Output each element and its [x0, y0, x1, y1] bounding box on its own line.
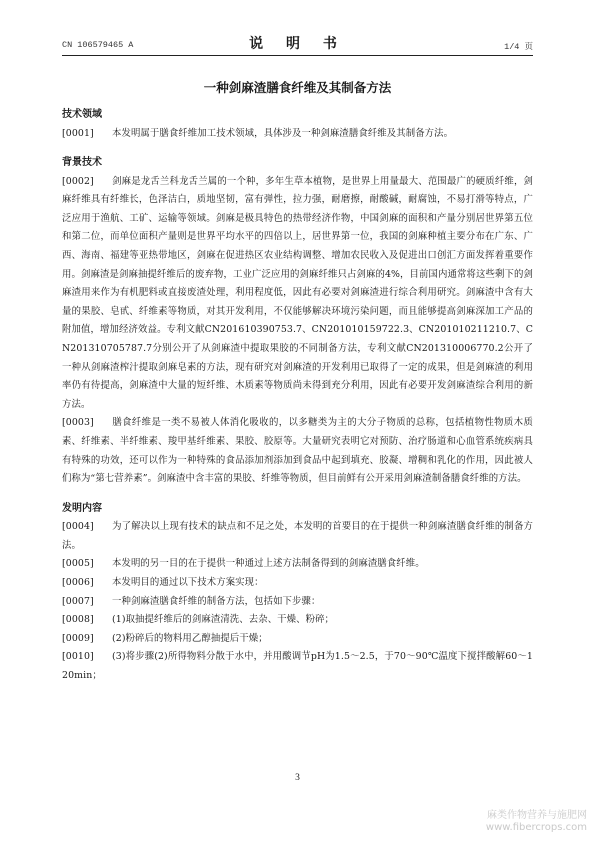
paragraph-text: 一种剑麻渣膳食纤维的制备方法，包括如下步骤：	[112, 595, 321, 607]
paragraph-number: [0005]	[62, 558, 94, 570]
paragraph-number: [0003]	[62, 417, 94, 429]
publication-number: CN 106579465 A	[62, 40, 134, 50]
paragraph-number: [0004]	[62, 521, 94, 533]
page-number: 3	[295, 773, 300, 783]
section-gap	[62, 143, 533, 154]
paragraph-text: (3)将步骤(2)所得物料分散于水中，并用酸调节pH为1.5～2.5，于70～90℃温度下搅拌酸解60～120min；	[62, 651, 533, 681]
paragraph	[62, 648, 533, 685]
paragraph-text: 本发明目的通过以下技术方案实现：	[112, 576, 264, 588]
paragraph-text: 本发明的另一目的在于提供一种通过上述方法制备得到的剑麻渣膳食纤维。	[112, 558, 425, 570]
paragraph	[62, 574, 533, 593]
invention-title: 一种剑麻渣膳食纤维及其制备方法	[203, 80, 392, 95]
paragraph-text: 本发明属于膳食纤维加工技术领域，具体涉及一种剑麻渣膳食纤维及其制备方法。	[112, 127, 454, 139]
paragraph-number: [0008]	[62, 614, 94, 626]
header-divider	[62, 55, 533, 56]
paragraph	[62, 125, 533, 144]
section-gap	[62, 489, 533, 500]
paragraph-number: [0007]	[62, 595, 94, 607]
paragraph	[62, 414, 533, 488]
section-heading-invention: 发明内容	[62, 502, 102, 514]
paragraph-text: 膳食纤维是一类不易被人体消化吸收的，以多糖类为主的大分子物质的总称，包括植物性物质木质素、纤维素、半纤维素、羧甲基纤维素、果胶、胶原等。大量研究表明它对预防、治疗肠道和心血管系统疾病具有特殊的功效，还可以作为一种特殊的食品添加剂添加到食品中起到填充、胶凝、增稠和乳化的作用，因此被人们称为“第七营养素”。剑麻渣中含丰富的果胶、纤维等物质，但目前鲜有公开采用剑麻渣制备膳食纤维的方法。	[62, 417, 533, 485]
paragraph	[62, 593, 533, 612]
watermark-url: www.fibercrops.com	[485, 822, 587, 833]
paragraph	[62, 173, 533, 415]
document-body	[62, 106, 533, 686]
paragraph	[62, 611, 533, 630]
paragraph-text: 剑麻是龙舌兰科龙舌兰属的一个种，多年生草本植物，是世界上用量最大、范围最广的硬质纤维，剑麻纤维具有纤维长，色泽洁白，质地坚韧，富有弹性，拉力强，耐磨擦，耐酸碱，耐腐蚀，不易打滑等特点，广泛应用于渔航、工矿、运输等领域。剑麻是极具特色的热带经济作物，中国剑麻的面积和产量分别居世界第五位和第二位，而单位面积产量则是世界平均水平的四倍以上，居世界第一位，我国的剑麻种植主要分布在广东、广西、海南、福建等亚热带地区，剑麻在促进热区农业结构调整、增加农民收入及促进出口创汇方面发挥着重要作用。剑麻渣是剑麻抽提纤维后的废弃物，工业广泛应用的剑麻纤维只占剑麻的4%，目前国内通常将这些剩下的剑麻渣用来作为有机肥料或直接废渣处理，利用程度低，因此有必要对剑麻渣进行综合利用研究。剑麻渣中含有大量的果胶、皂甙、纤维素等物质，对其开发利用，不仅能够解决环境污染问题，而且能够提高剑麻深加工产品的附加值，增加经济效益。专利文献CN201610390753.7、CN201010159722.3、CN201010211210.7、CN201310705787.7分别公开了从剑麻渣中提取果胶的不同制备方法，专利文献CN201310006770.2公开了一种从剑麻渣榨汁提取剑麻皂素的方法，现有研究对剑麻渣的开发利用已取得了一定的成果，但是剑麻渣的利用率仍有待提高，剑麻渣中大量的短纤维、木质素等物质尚未得到充分利用，因此有必要开发剑麻渣综合利用的新方法。	[62, 175, 533, 410]
section-heading-background: 背景技术	[62, 157, 102, 169]
paragraph-text: (1)取抽提纤维后的剑麻渣清洗、去杂、干燥、粉碎；	[112, 614, 335, 626]
document-type-title: 说 明 书	[249, 36, 346, 52]
paragraph-text: (2)粉碎后的物料用乙醇抽提后干燥；	[112, 632, 268, 644]
page-indicator: 1/4 页	[504, 42, 533, 52]
paragraph-number: [0001]	[62, 127, 94, 139]
paragraph-number: [0009]	[62, 632, 94, 644]
watermark-line: 麻类作物营养与施肥网	[487, 810, 587, 821]
paragraph-text: 为了解决以上现有技术的缺点和不足之处，本发明的首要目的在于提供一种剑麻渣膳食纤维的制备方法。	[62, 521, 533, 551]
paragraph-number: [0010]	[62, 651, 94, 663]
paragraph	[62, 518, 533, 555]
paragraph	[62, 555, 533, 574]
paragraph	[62, 630, 533, 649]
watermark	[486, 810, 587, 834]
section-heading-tech-field: 技术领域	[62, 109, 102, 120]
paragraph-number: [0006]	[62, 576, 94, 588]
paragraph-number: [0002]	[62, 175, 94, 187]
